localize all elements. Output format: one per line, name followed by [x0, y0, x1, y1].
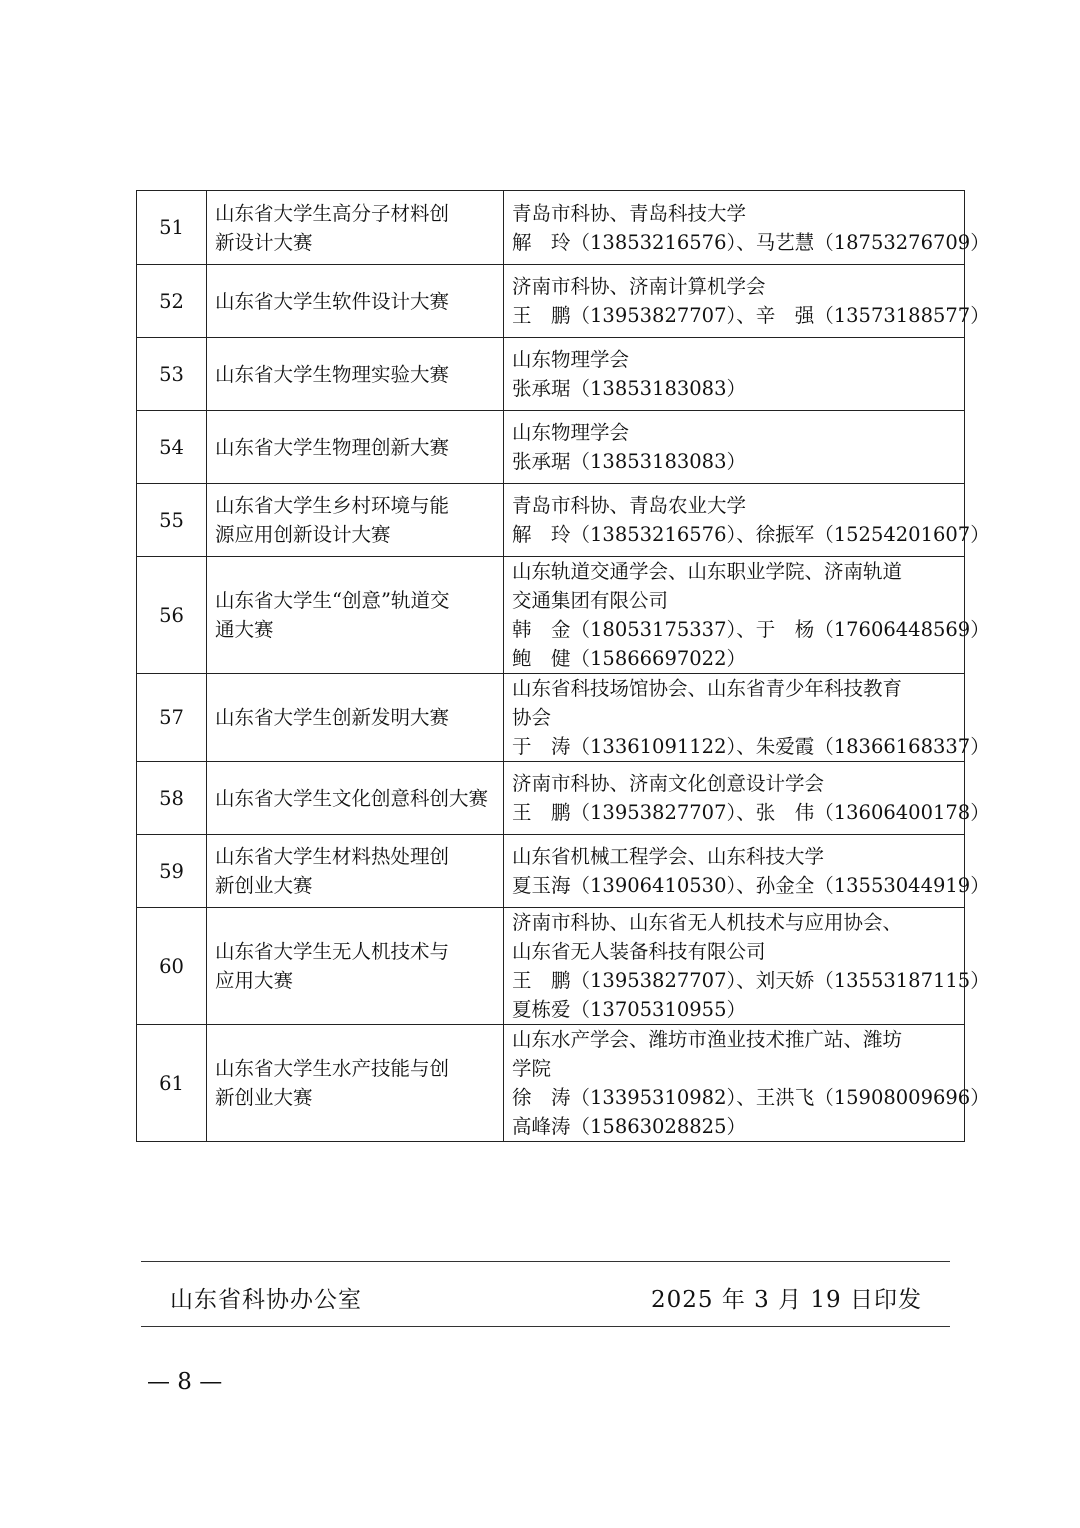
organizer-contact-line: 高峰涛（15863028825）	[512, 1115, 746, 1138]
contest-name-cell	[207, 338, 504, 411]
organizer-contact-line: 于 涛（13361091122）、朱爱霞（18366168337）	[512, 735, 990, 758]
organizer-contact-cell	[504, 411, 965, 484]
contest-name-cell	[207, 762, 504, 835]
organizer-contact-cell	[504, 338, 965, 411]
contest-name-cell	[207, 908, 504, 1025]
table-row	[137, 908, 965, 1025]
table-row	[137, 1025, 965, 1142]
organizer-contact-cell	[504, 557, 990, 674]
table-row	[137, 411, 965, 484]
contest-name-line: 山东省大学生软件设计大赛	[215, 289, 450, 313]
organizer-contact-line: 韩 金（18053175337）、于 杨（17606448569）	[512, 618, 990, 641]
organizer-contact-line: 徐 涛（13395310982）、王洪飞（15908009696）	[512, 1086, 990, 1109]
organizer-contact-line: 山东省无人装备科技有限公司	[512, 940, 766, 963]
issue-date: 2025 年 3 月 19 日印发	[651, 1287, 922, 1313]
contest-name-line: 山东省大学生文化创意科创大赛	[215, 786, 489, 810]
organizer-contact-cell	[504, 835, 990, 908]
organizer-contact-line: 山东轨道交通学会、山东职业学院、济南轨道	[512, 560, 903, 583]
row-number: 59	[137, 835, 207, 908]
contest-name-line: 新创业大赛	[215, 874, 313, 897]
issuing-office: 山东省科协办公室	[170, 1287, 362, 1313]
table-row	[137, 191, 965, 265]
contest-name-cell	[207, 674, 504, 762]
contest-name-line: 通大赛	[215, 618, 274, 641]
contest-name-line: 山东省大学生物理实验大赛	[215, 362, 450, 386]
organizer-contact-line: 张承琚（13853183083）	[512, 377, 746, 400]
contest-name-line: 山东省大学生创新发明大赛	[215, 706, 450, 729]
row-number: 60	[137, 908, 207, 1025]
organizer-contact-cell	[504, 191, 990, 265]
contest-name-line: 山东省大学生高分子材料创	[215, 201, 450, 225]
organizer-contact-line: 山东物理学会	[512, 421, 630, 444]
contest-name-line: 山东省大学生水产技能与创	[215, 1057, 450, 1080]
organizer-contact-line: 王 鹏（13953827707）、刘天娇（13553187115）	[512, 969, 990, 992]
contest-name-cell	[207, 191, 504, 265]
contest-name-line: 山东省大学生乡村环境与能	[215, 494, 450, 517]
contest-name-line: 山东省大学生无人机技术与	[215, 940, 450, 963]
row-number: 56	[137, 557, 207, 674]
row-number: 52	[137, 265, 207, 338]
organizer-contact-line: 青岛市科协、青岛科技大学	[512, 201, 747, 225]
contest-name-line: 山东省大学生材料热处理创	[215, 845, 450, 868]
organizer-contact-cell	[504, 484, 990, 557]
organizer-contact-line: 济南市科协、山东省无人机技术与应用协会、	[512, 911, 903, 934]
contest-name-line: 山东省大学生“创意”轨道交	[215, 589, 450, 612]
organizer-contact-line: 山东省科技场馆协会、山东省青少年科技教育	[512, 677, 903, 700]
organizer-contact-line: 济南市科协、济南文化创意设计学会	[512, 772, 825, 795]
organizer-contact-cell	[504, 1025, 990, 1142]
organizer-contact-line: 鲍 健（15866697022）	[512, 647, 746, 670]
organizer-contact-line: 王 鹏（13953827707）、辛 强（13573188577）	[512, 304, 990, 327]
table-row	[137, 338, 965, 411]
organizer-contact-line: 王 鹏（13953827707）、张 伟（13606400178）	[512, 801, 990, 824]
row-number: 61	[137, 1025, 207, 1142]
organizer-contact-line: 学院	[512, 1057, 552, 1080]
footer-bottom-rule	[141, 1326, 950, 1327]
row-number: 53	[137, 338, 207, 411]
organizer-contact-line: 山东水产学会、潍坊市渔业技术推广站、潍坊	[512, 1028, 903, 1051]
page-number: — 8 —	[147, 1369, 223, 1395]
contest-name-line: 应用大赛	[215, 969, 294, 992]
contest-name-cell	[207, 835, 504, 908]
contest-name-cell	[207, 557, 504, 674]
organizer-contact-cell	[504, 908, 990, 1025]
organizer-contact-cell	[504, 265, 990, 338]
row-number: 51	[137, 191, 207, 265]
organizer-contact-cell	[504, 762, 990, 835]
contest-name-line: 源应用创新设计大赛	[215, 523, 391, 546]
table-row	[137, 557, 965, 674]
contest-name-cell	[207, 1025, 504, 1142]
footer-top-rule	[141, 1261, 950, 1262]
contest-name-cell	[207, 484, 504, 557]
organizer-contact-line: 解 玲（13853216576）、徐振军（15254201607）	[512, 523, 990, 546]
organizer-contact-line: 夏栋爱（13705310955）	[512, 998, 746, 1021]
row-number: 55	[137, 484, 207, 557]
organizer-contact-line: 交通集团有限公司	[512, 589, 669, 612]
row-number: 57	[137, 674, 207, 762]
contest-name-line: 山东省大学生物理创新大赛	[215, 435, 450, 459]
organizer-contact-line: 山东省机械工程学会、山东科技大学	[512, 845, 825, 868]
contest-name-cell	[207, 265, 504, 338]
contest-name-line: 新创业大赛	[215, 1086, 313, 1109]
organizer-contact-line: 解 玲（13853216576）、马艺慧（18753276709）	[512, 230, 990, 254]
table-row	[137, 762, 965, 835]
row-number: 54	[137, 411, 207, 484]
contest-table-body	[137, 191, 990, 1142]
organizer-contact-line: 山东物理学会	[512, 348, 630, 371]
table-row	[137, 265, 965, 338]
table-row	[137, 674, 965, 762]
organizer-contact-line: 张承琚（13853183083）	[512, 450, 746, 473]
organizer-contact-line: 协会	[512, 706, 552, 729]
row-number: 58	[137, 762, 207, 835]
organizer-contact-line: 夏玉海（13906410530）、孙金全（13553044919）	[512, 874, 990, 897]
organizer-contact-cell	[504, 674, 990, 762]
organizer-contact-line: 青岛市科协、青岛农业大学	[512, 494, 747, 517]
organizer-contact-line: 济南市科协、济南计算机学会	[512, 275, 766, 298]
contest-name-cell	[207, 411, 504, 484]
table-row	[137, 835, 965, 908]
contest-name-line: 新设计大赛	[215, 230, 313, 254]
contest-table	[136, 190, 990, 1142]
table-row	[137, 484, 965, 557]
